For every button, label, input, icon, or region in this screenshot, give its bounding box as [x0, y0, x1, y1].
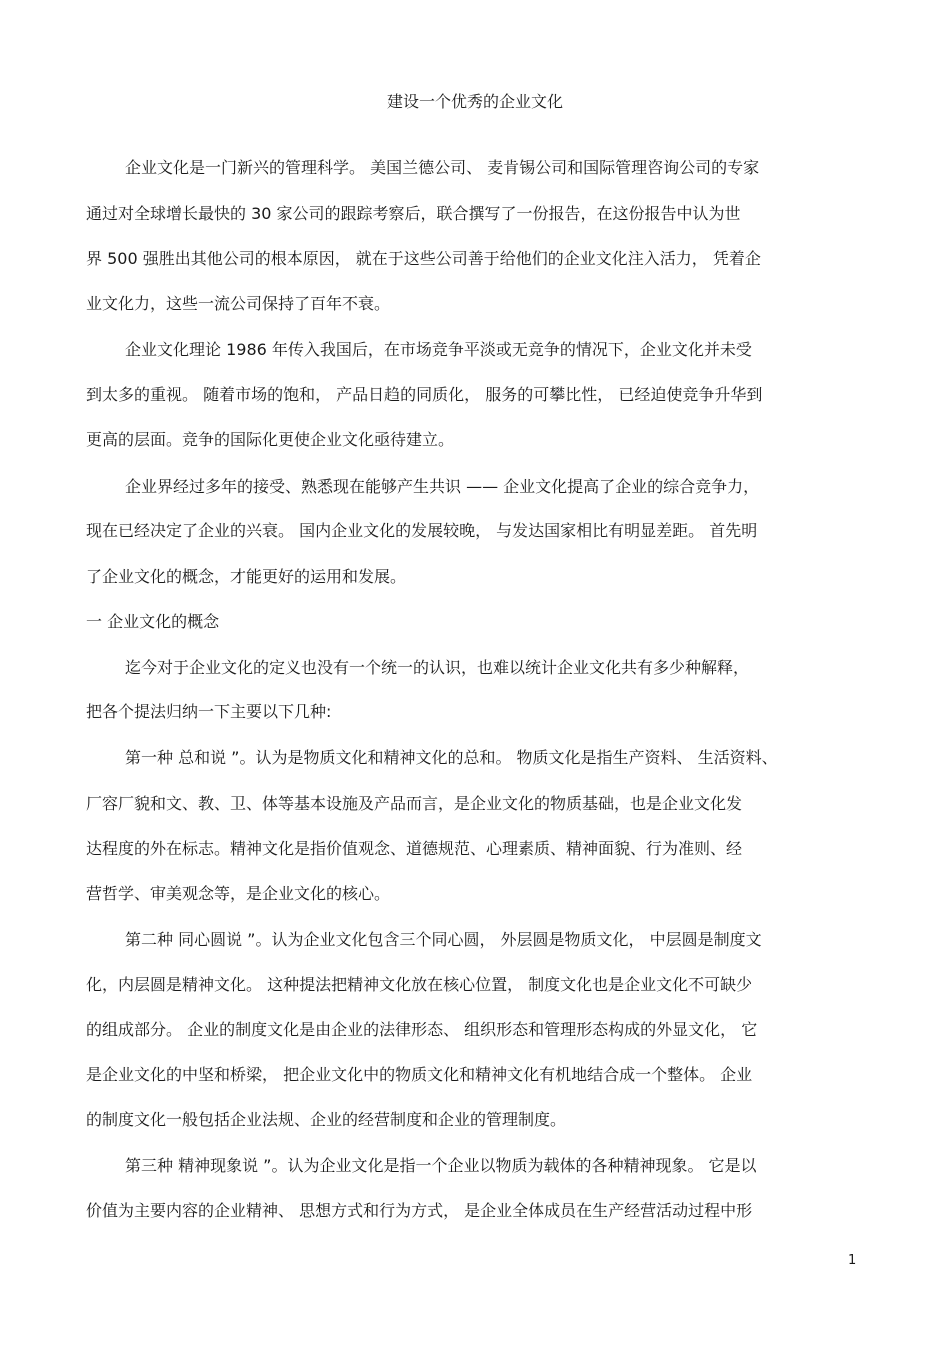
paragraph-5-line-4: 营哲学、审美观念等，是企业文化的核心。	[86, 884, 391, 903]
paragraph-6-line-2: 化，内层圆是精神文化。 这种提法把精神文化放在核心位置， 制度文化也是企业文化不可缺少	[86, 975, 753, 994]
paragraph-7-line-1: 第三种 精神现象说 ”。认为企业文化是指一个企业以物质为载体的各种精神现象。 它是以	[125, 1156, 757, 1175]
paragraph-5-line-3: 达程度的外在标志。精神文化是指价值观念、道德规范、心理素质、精神面貌、行为准则、经	[86, 839, 743, 858]
paragraph-2-line-3: 更高的层面。竞争的国际化更使企业文化亟待建立。	[86, 430, 455, 449]
paragraph-4-line-2: 把各个提法归纳一下主要以下几种:	[86, 702, 332, 721]
paragraph-2-line-2: 到太多的重视。 随着市场的饱和， 产品日趋的同质化， 服务的可攀比性， 已经迫使竞争升华到	[86, 385, 763, 404]
paragraph-5-line-2: 厂容厂貌和文、教、卫、体等基本设施及产品而言，是企业文化的物质基础，也是企业文化发	[86, 794, 743, 813]
paragraph-2-line-1: 企业文化理论 1986 年传入我国后，在市场竞争平淡或无竞争的情况下，企业文化并未受	[125, 340, 752, 359]
paragraph-1-line-4: 业文化力，这些一流公司保持了百年不衰。	[86, 294, 391, 313]
paragraph-6-line-1: 第二种 同心圆说 ”。认为企业文化包含三个同心圆， 外层圆是物质文化， 中层圆是制度文	[125, 930, 762, 949]
paragraph-3-line-3: 了企业文化的概念，才能更好的运用和发展。	[86, 567, 407, 586]
paragraph-1-line-3: 界 500 强胜出其他公司的根本原因， 就在于这些公司善于给他们的企业文化注入活力， 凭着企	[86, 249, 761, 268]
paragraph-3-line-2: 现在已经决定了企业的兴衰。 国内企业文化的发展较晚， 与发达国家相比有明显差距。 首先明	[86, 521, 758, 540]
page-title: 建设一个优秀的企业文化	[386, 92, 563, 111]
paragraph-3-line-1: 企业界经过多年的接受、熟悉现在能够产生共识 —— 企业文化提高了企业的综合竞争力，	[125, 477, 760, 496]
paragraph-6-line-5: 的制度文化一般包括企业法规、企业的经营制度和企业的管理制度。	[86, 1110, 567, 1129]
paragraph-5-line-1: 第一种 总和说 ”。认为是物质文化和精神文化的总和。 物质文化是指生产资料、 生活资料、	[125, 748, 778, 767]
section-heading: 一 企业文化的概念	[86, 612, 220, 631]
page-number: 1	[848, 1253, 857, 1268]
paragraph-6-line-3: 的组成部分。 企业的制度文化是由企业的法律形态、 组织形态和管理形态构成的外显文化， 它	[86, 1020, 758, 1039]
paragraph-6-line-4: 是企业文化的中坚和桥梁， 把企业文化中的物质文化和精神文化有机地结合成一个整体。 企业	[86, 1065, 753, 1084]
paragraph-7-line-2: 价值为主要内容的企业精神、 思想方式和行为方式， 是企业全体成员在生产经营活动过程中形	[86, 1201, 753, 1220]
paragraph-4-line-1: 迄今对于企业文化的定义也没有一个统一的认识，也难以统计企业文化共有多少种解释，	[125, 658, 750, 677]
paragraph-1-line-2: 通过对全球增长最快的 30 家公司的跟踪考察后，联合撰写了一份报告，在这份报告中认为世	[86, 204, 741, 223]
paragraph-1-line-1: 企业文化是一门新兴的管理科学。 美国兰德公司、 麦肯锡公司和国际管理咨询公司的专家	[125, 158, 760, 177]
